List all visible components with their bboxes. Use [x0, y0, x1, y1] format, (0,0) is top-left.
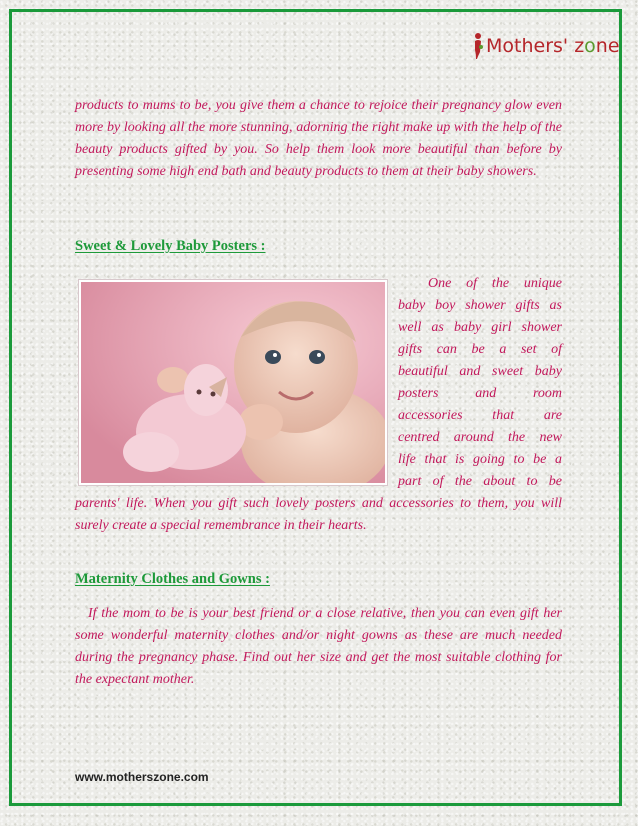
- brand-logo[interactable]: [472, 30, 620, 62]
- logo-text: Mothers' zone: [486, 35, 620, 57]
- section-heading-posters: Sweet & Lovely Baby Posters :: [75, 238, 266, 254]
- footer-url-link[interactable]: www.motherszone.com: [75, 770, 209, 784]
- maternity-paragraph: If the mom to be is your best friend or a close relative, then you can even gift her some wonderful maternity clothes and/or night gowns as these are much needed during the pregnancy phase. Find out her size and get the most suitable clothing for the expectant mother.: [75, 606, 562, 687]
- side-line: gifts can be a set of: [398, 342, 562, 357]
- side-line: centred around the new: [398, 430, 562, 445]
- section-heading-maternity: Maternity Clothes and Gowns :: [75, 571, 270, 587]
- side-line: life that is going to be a: [398, 452, 562, 467]
- side-line: well as baby girl shower: [398, 320, 562, 335]
- intro-paragraph: products to mums to be, you give them a chance to rejoice their pregnancy glow even more by looking all the more stunning, adorning the right make up with the help of the beauty products gifted by you. So help them look more beautiful than before by presenting some high end bath and beauty products to them at their baby showers.: [75, 98, 562, 179]
- side-line: posters and room: [398, 386, 562, 401]
- side-line: One of the unique: [428, 276, 562, 291]
- side-line: accessories that are: [398, 408, 562, 423]
- side-line: part of the about to be: [398, 474, 562, 489]
- posters-side-text: [398, 273, 562, 493]
- baby-illustration: [81, 282, 385, 483]
- side-line: baby boy shower gifts as: [398, 298, 562, 313]
- baby-photo: [79, 280, 387, 485]
- mother-figure-icon: [472, 32, 484, 60]
- side-line: beautiful and sweet baby: [398, 364, 562, 379]
- posters-continued-paragraph: parents' life. When you gift such lovely posters and accessories to them, you will surely create a special remembrance in their hearts.: [75, 496, 562, 533]
